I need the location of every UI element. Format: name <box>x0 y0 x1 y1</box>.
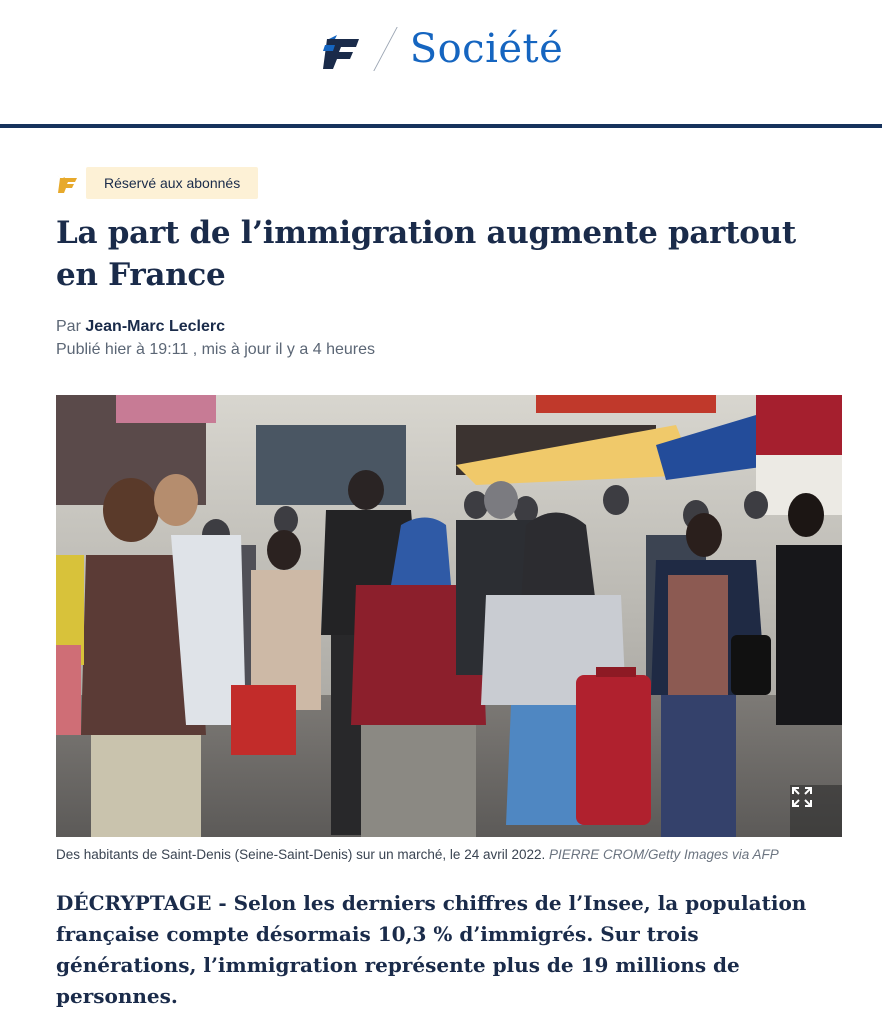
divider <box>373 27 397 71</box>
site-header <box>0 0 882 128</box>
market-crowd-photo[interactable] <box>56 395 842 837</box>
article-lead: DÉCRYPTAGE - Selon les derniers chiffres de l’Insee, la population française compte désormais 10,3 % d’immigrés. Sur trois générations, l’immigration représente plus de 19 millions de personnes. <box>56 891 807 1008</box>
byline <box>56 318 826 336</box>
subscriber-badge: Réservé aux abonnés <box>86 167 258 199</box>
author-link[interactable]: Jean-Marc Leclerc <box>85 318 225 335</box>
byline-prefix: Par <box>56 318 86 335</box>
brand-bar <box>0 26 882 72</box>
article-figure <box>56 395 826 862</box>
subscriber-badge-row <box>56 166 826 200</box>
expand-image-button[interactable] <box>790 785 842 837</box>
image-caption <box>56 847 826 862</box>
article-title: La part de l’immigration augmente partout en France <box>56 215 796 293</box>
section-title[interactable]: Société <box>409 26 564 72</box>
publish-date: Publié hier à 19:11 , mis à jour il y a 4 heures <box>56 341 375 358</box>
photo-credit: PIERRE CROM/Getty Images via AFP <box>549 847 779 862</box>
le-figaro-logo-icon[interactable] <box>319 27 363 71</box>
caption-text: Des habitants de Saint-Denis (Seine-Saint-Denis) sur un marché, le 24 avril 2022. <box>56 847 549 862</box>
article <box>0 128 882 1012</box>
figaro-gold-icon <box>56 172 78 194</box>
